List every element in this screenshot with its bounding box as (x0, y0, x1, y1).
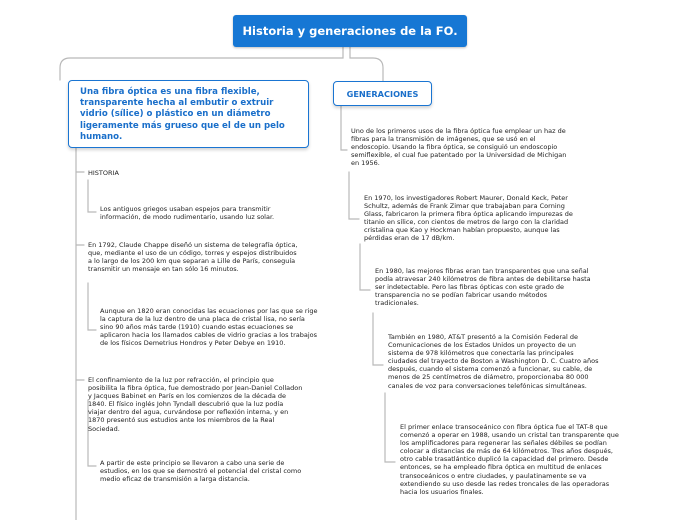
generacion-item-att[interactable]: También en 1980, AT&T presentó a la Comisión Federal de Comunicaciones de los Estados Unidos un proyecto de un sistema de 978 kilómetros que conectaría las principales ciudades del trayecto de Boston a Washington D. C. Cuatro años después, cuando el sistema comenzó a funcionar, su cable, de menos de 25 centímetros de diámetro, proporcionaba 80 000 canales de voz para conversaciones telefónicas simultáneas. (388, 333, 599, 390)
root-topic[interactable] (233, 15, 467, 47)
historia-item-griegos[interactable]: Los antiguos griegos usaban espejos para transmitir información, de modo rudimentario, usando luz solar. (100, 205, 275, 222)
historia-item-chappe[interactable]: En 1792, Claude Chappe diseñó un sistema de telegrafía óptica, que, mediante el uso de un código, torres y espejos distribuidos a lo largo de los 200 km que separan a Lille de París, conseguía transmitir un mensaje en tan sólo 16 minutos. (88, 241, 298, 274)
historia-item-1820[interactable]: Aunque en 1820 eran conocidas las ecuaciones por las que se rige la captura de la luz dentro de una placa de cristal lisa, no sería sino 90 años más tarde (1910) cuando estas ecuaciones se aplicaron hacia los llamados cables de vidrio gracias a los trabajos de los físicos Demetrius Hondros y Peter Debye en 1910. (100, 307, 318, 348)
historia-topic[interactable]: HISTORIA (88, 169, 119, 177)
generacion-item-1980[interactable]: En 1980, las mejores fibras eran tan transparentes que una señal podía atravesar 240 kilómetros de fibra antes de debilitarse hasta ser indetectable. Pero las fibras ópticas con este grado de transparencia no se podían fabricar usando métodos tradicionales. (375, 267, 591, 308)
historia-item-estudios[interactable]: A partir de este principio se llevaron a cabo una serie de estudios, en los que se demostró el potencial del cristal como medio eficaz de transmisión a larga distancia. (100, 459, 302, 484)
definition-text: Una fibra óptica es una fibra flexible, transparente hecha al embutir o extruir vidrio (sílice) o plástico en un diámetro ligeramente más grueso que el de un pelo humano. (80, 87, 285, 142)
definition-topic[interactable] (68, 80, 309, 148)
root-title: Historia y generaciones de la FO. (242, 24, 458, 38)
generaciones-label: GENERACIONES (346, 88, 419, 99)
generacion-item-endoscopio[interactable]: Uno de los primeros usos de la fibra óptica fue emplear un haz de fibras para la transmisión de imágenes, que se usó en el endoscopio. Usando la fibra óptica, se consiguió un endoscopio semiflexible, el cual fue patentado por la Universidad de Michigan en 1956. (351, 127, 567, 168)
generacion-item-tat8[interactable]: El primer enlace transoceánico con fibra óptica fue el TAT-8 que comenzó a operar en 1988, usando un cristal tan transparente que los amplificadores para regenerar las señales débiles se podían colocar a distancias de más de 64 kilómetros. Tres años después, otro cable trasatlántico duplicó la capacidad del primero. Desde entonces, se ha empleado fibra óptica en multitud de enlaces transoceánicos o entre ciudades, y paulatinamente se va extendiendo su uso desde las redes troncales de las operadoras hacia los usuarios finales. (400, 423, 619, 496)
generacion-item-1970[interactable]: En 1970, los investigadores Robert Maurer, Donald Keck, Peter Schultz, además de Frank Zimar que trabajaban para Corning Glass, fabricaron la primera fibra óptica aplicando impurezas de titanio en sílice, con cientos de metros de largo con la claridad cristalina que Kao y Hockman habían propuesto, aunque las pérdidas eran de 17 dB/km. (364, 194, 573, 243)
generaciones-topic[interactable] (333, 81, 432, 106)
historia-item-refraccion[interactable]: El confinamiento de la luz por refracción, el principio que posibilita la fibra óptica, fue demostrado por Jean-Daniel Colladon y Jacques Babinet en París en los comienzos de la década de 1840. El físico inglés John Tyndall descubrió que la luz podía viajar dentro del agua, curvándose por reflexión interna, y en 1870 presentó sus estudios ante los miembros de la Real Sociedad. (88, 376, 303, 433)
